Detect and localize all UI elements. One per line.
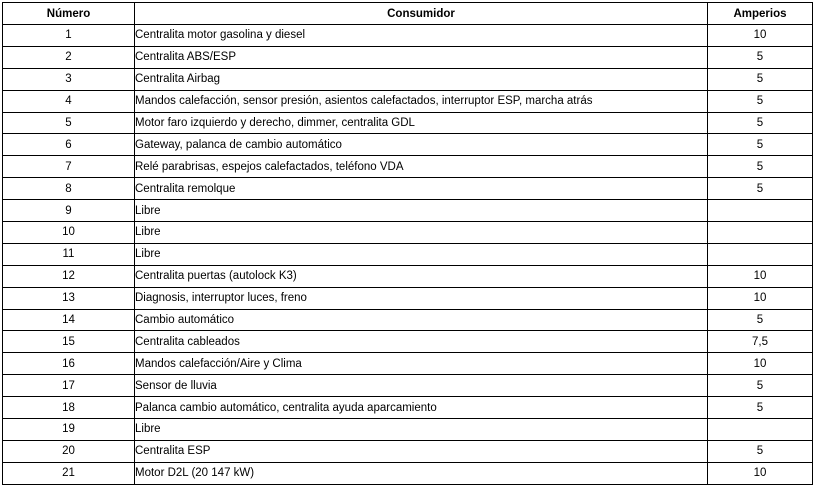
cell-consumidor: Sensor de lluvia <box>135 375 708 397</box>
cell-consumidor: Motor faro izquierdo y derecho, dimmer, centralita GDL <box>135 112 708 134</box>
cell-amperios: 10 <box>708 353 813 375</box>
cell-amperios: 5 <box>708 309 813 331</box>
cell-consumidor: Centralita motor gasolina y diesel <box>135 25 708 47</box>
cell-numero: 11 <box>3 243 135 265</box>
cell-numero: 14 <box>3 309 135 331</box>
cell-consumidor: Libre <box>135 419 708 441</box>
header-amperios: Amperios <box>708 3 813 25</box>
header-consumidor: Consumidor <box>135 3 708 25</box>
table-row <box>3 309 813 331</box>
cell-amperios: 5 <box>708 134 813 156</box>
table-row <box>3 68 813 90</box>
cell-amperios: 7,5 <box>708 331 813 353</box>
cell-amperios: 5 <box>708 46 813 68</box>
cell-amperios <box>708 200 813 222</box>
cell-consumidor: Mandos calefacción/Aire y Clima <box>135 353 708 375</box>
table-row <box>3 397 813 419</box>
cell-amperios: 10 <box>708 462 813 484</box>
table-row <box>3 287 813 309</box>
cell-consumidor: Cambio automático <box>135 309 708 331</box>
table-row <box>3 375 813 397</box>
cell-numero: 13 <box>3 287 135 309</box>
table-row <box>3 156 813 178</box>
cell-numero: 15 <box>3 331 135 353</box>
table-row <box>3 112 813 134</box>
cell-consumidor: Centralita puertas (autolock K3) <box>135 265 708 287</box>
table-row <box>3 90 813 112</box>
cell-numero: 17 <box>3 375 135 397</box>
table-row <box>3 419 813 441</box>
cell-amperios: 5 <box>708 156 813 178</box>
table-header <box>3 3 813 25</box>
cell-numero: 19 <box>3 419 135 441</box>
cell-numero: 12 <box>3 265 135 287</box>
cell-consumidor: Centralita ABS/ESP <box>135 46 708 68</box>
cell-consumidor: Relé parabrisas, espejos calefactados, teléfono VDA <box>135 156 708 178</box>
table-row <box>3 265 813 287</box>
cell-consumidor: Gateway, palanca de cambio automático <box>135 134 708 156</box>
header-row <box>3 3 813 25</box>
cell-amperios <box>708 419 813 441</box>
cell-numero: 21 <box>3 462 135 484</box>
cell-numero: 3 <box>3 68 135 90</box>
table-row <box>3 178 813 200</box>
table-row <box>3 462 813 484</box>
cell-numero: 4 <box>3 90 135 112</box>
cell-amperios: 5 <box>708 90 813 112</box>
table-row <box>3 222 813 244</box>
fuse-table <box>2 2 813 485</box>
cell-consumidor: Centralita cableados <box>135 331 708 353</box>
cell-amperios: 10 <box>708 287 813 309</box>
table-row <box>3 25 813 47</box>
cell-amperios: 5 <box>708 375 813 397</box>
cell-amperios: 5 <box>708 440 813 462</box>
header-numero: Número <box>3 3 135 25</box>
cell-amperios: 5 <box>708 112 813 134</box>
cell-amperios: 10 <box>708 265 813 287</box>
table-row <box>3 440 813 462</box>
table-row <box>3 200 813 222</box>
table-row <box>3 46 813 68</box>
cell-amperios <box>708 222 813 244</box>
cell-numero: 9 <box>3 200 135 222</box>
cell-consumidor: Libre <box>135 243 708 265</box>
cell-numero: 18 <box>3 397 135 419</box>
cell-numero: 20 <box>3 440 135 462</box>
cell-numero: 16 <box>3 353 135 375</box>
table-row <box>3 134 813 156</box>
cell-consumidor: Libre <box>135 200 708 222</box>
cell-amperios: 5 <box>708 178 813 200</box>
cell-amperios: 5 <box>708 68 813 90</box>
cell-numero: 5 <box>3 112 135 134</box>
cell-consumidor: Centralita remolque <box>135 178 708 200</box>
cell-amperios: 5 <box>708 397 813 419</box>
cell-consumidor: Diagnosis, interruptor luces, freno <box>135 287 708 309</box>
cell-numero: 10 <box>3 222 135 244</box>
cell-consumidor: Centralita Airbag <box>135 68 708 90</box>
table-body <box>3 25 813 485</box>
cell-numero: 7 <box>3 156 135 178</box>
cell-consumidor: Palanca cambio automático, centralita ayuda aparcamiento <box>135 397 708 419</box>
table-row <box>3 353 813 375</box>
table-row <box>3 331 813 353</box>
table-row <box>3 243 813 265</box>
cell-consumidor: Motor D2L (20 147 kW) <box>135 462 708 484</box>
cell-consumidor: Centralita ESP <box>135 440 708 462</box>
cell-numero: 6 <box>3 134 135 156</box>
cell-numero: 1 <box>3 25 135 47</box>
cell-numero: 8 <box>3 178 135 200</box>
cell-amperios <box>708 243 813 265</box>
cell-numero: 2 <box>3 46 135 68</box>
cell-consumidor: Mandos calefacción, sensor presión, asientos calefactados, interruptor ESP, marcha atrás <box>135 90 708 112</box>
cell-amperios: 10 <box>708 25 813 47</box>
cell-consumidor: Libre <box>135 222 708 244</box>
